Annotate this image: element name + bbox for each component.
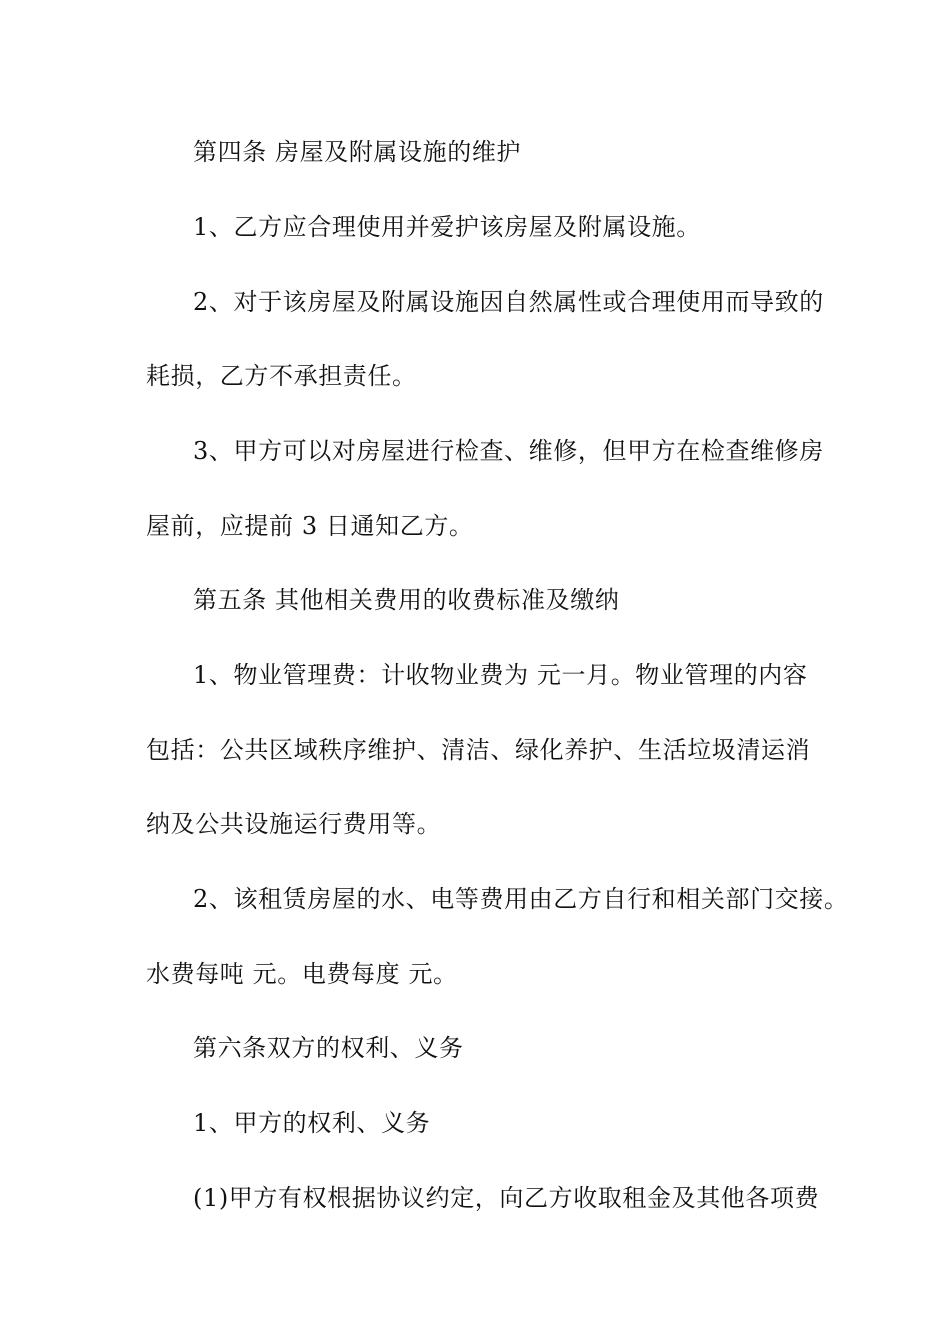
article-4-clause-3-line-1: 3、甲方可以对房屋进行检查、维修，但甲方在检查维修房	[193, 437, 824, 465]
article-6-clause-1-item-1: (1)甲方有权根据协议约定，向乙方收取租金及其他各项费	[193, 1184, 820, 1212]
article-5-clause-2-line-2: 水费每吨 元。电费每度 元。	[146, 960, 458, 988]
article-6-clause-1: 1、甲方的权利、义务	[193, 1109, 431, 1137]
article-5-clause-2-line-1: 2、该租赁房屋的水、电等费用由乙方自行和相关部门交接。	[193, 885, 849, 913]
article-4-clause-2-line-2: 耗损，乙方不承担责任。	[146, 362, 417, 390]
article-4-clause-3-line-2: 屋前，应提前 3 日通知乙方。	[146, 512, 474, 540]
article-5-clause-1-line-1: 1、物业管理费：计收物业费为 元一月。物业管理的内容	[193, 661, 808, 689]
article-4-clause-1: 1、乙方应合理使用并爱护该房屋及附属设施。	[193, 213, 701, 241]
article-5-heading: 第五条 其他相关费用的收费标准及缴纳	[193, 586, 620, 614]
article-4-heading: 第四条 房屋及附属设施的维护	[193, 138, 522, 166]
article-5-clause-1-line-3: 纳及公共设施运行费用等。	[146, 810, 442, 838]
article-5-clause-1-line-2: 包括：公共区域秩序维护、清洁、绿化养护、生活垃圾清运消	[146, 736, 811, 764]
article-4-clause-2-line-1: 2、对于该房屋及附属设施因自然属性或合理使用而导致的	[193, 288, 824, 316]
article-6-heading: 第六条双方的权利、义务	[193, 1034, 464, 1062]
